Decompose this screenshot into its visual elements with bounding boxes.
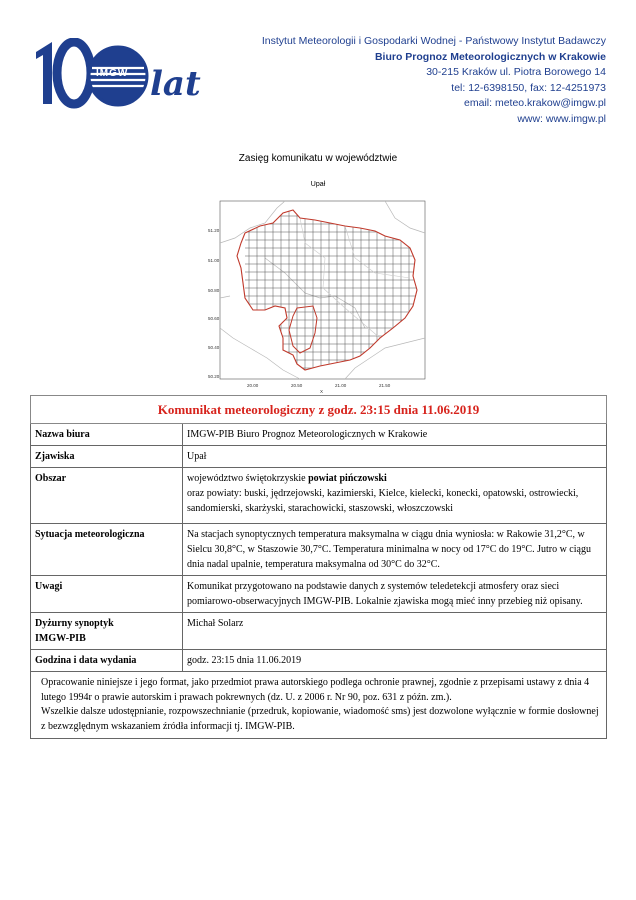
bureau-name: Biuro Prognoz Meteorologicznych w Krakowie (374, 50, 606, 63)
office-label: Nazwa biura (31, 424, 183, 446)
map-heading: Zasięg komunikatu w województwie (238, 153, 398, 164)
issued-value: godz. 23:15 dnia 11.06.2019 (183, 650, 607, 672)
address: 30-215 Kraków ul. Piotra Borowego 14 (426, 66, 606, 78)
x-tick: 20.00 (247, 383, 259, 388)
y-tick: 50.40 (208, 345, 220, 350)
website[interactable]: www: www.imgw.pl (517, 112, 606, 125)
x-axis-label: X (320, 389, 324, 394)
forecaster-value: Michał Solarz (183, 613, 607, 650)
area-main-county: powiat pińczowski (308, 473, 387, 484)
table-row (31, 424, 607, 446)
table-row (31, 650, 607, 672)
remarks-value: Komunikat przygotowano na podstawie danych z systemów teledetekcji atmosfery oraz sieci pomiarowo-obserwacyjnych IMGW-PIB. Lokalnie zjawiska mogą mieć inny przebieg niż opisany. (183, 576, 607, 613)
area-label: Obszar (31, 468, 183, 524)
area-prefix: województwo świętokrzyskie (187, 473, 309, 484)
table-row (31, 446, 607, 468)
y-tick: 50.80 (208, 288, 220, 293)
x-tick: 21.50 (379, 383, 391, 388)
x-tick: 21.00 (335, 383, 347, 388)
area-other-counties: oraz powiaty: buski, jędrzejowski, kazimierski, Kielce, kielecki, konecki, opatowski, ostrowiecki, sandomierski, skarżyski, starachowicki, staszowski, włoszczowski (187, 488, 579, 514)
table-row (31, 613, 607, 650)
area-value (183, 468, 607, 524)
table-row (31, 468, 607, 524)
phone-fax: tel: 12-6398150, fax: 12-4251973 (451, 81, 606, 94)
imgw-100-years-logo (30, 38, 201, 110)
remarks-label: Uwagi (31, 576, 183, 613)
phenomenon-value: Upał (183, 446, 607, 468)
table-row (31, 576, 607, 613)
y-tick: 51.00 (208, 258, 220, 263)
bulletin-title: Komunikat meteorologiczny z godz. 23:15 dnia 11.06.2019 (31, 396, 607, 424)
copyright-paragraph-2: Wszelkie dalsze udostępnianie, rozpowszechnianie (przedruk, kopiowanie, wiadomość sms) jest dozwolone wyłącznie w formie dosłownej z bezwzględnym wskazaniem źródła informacji tj. IMGW-PIB. (41, 706, 599, 732)
x-tick: 20.50 (291, 383, 303, 388)
institute-name: Instytut Meteorologii i Gospodarki Wodnej - Państwowy Instytut Badawczy (261, 35, 606, 47)
forecaster-label (31, 613, 183, 650)
situation-value: Na stacjach synoptycznych temperatura maksymalna w ciągu dnia wyniosła: w Rakowie 31,2°C, w Sielcu 30,8°C, w Staszowie 30,7°C. Temperatura minimalna w nocy od 17°C do 19°C. Jutro w ciągu dnia nadal upalnie, temperatura maksymalna od 30°C do 32°C. (183, 524, 607, 576)
situation-label: Sytuacja meteorologiczna (31, 524, 183, 576)
warning-area-map (205, 198, 435, 394)
copyright-note (31, 672, 607, 739)
forecaster-label-line2: IMGW-PIB (35, 633, 86, 644)
y-tick: 50.60 (208, 316, 220, 321)
bulletin-title-row (31, 396, 607, 424)
phenomenon-label: Zjawiska (31, 446, 183, 468)
office-value: IMGW-PIB Biuro Prognoz Meteorologicznych w Krakowie (183, 424, 607, 446)
email[interactable]: email: meteo.krakow@imgw.pl (464, 97, 606, 109)
table-row (31, 524, 607, 576)
logo-lat-text: lat (150, 64, 201, 104)
issued-label: Godzina i data wydania (31, 650, 183, 672)
bulletin-table (30, 395, 607, 739)
map-title: Upał (310, 181, 326, 188)
y-tick: 50.20 (208, 374, 220, 379)
forecaster-label-line1: Dyżurny synoptyk (35, 618, 114, 629)
y-tick: 51.20 (208, 228, 220, 233)
copyright-paragraph-1: Opracowanie niniejsze i jego format, jako przedmiot prawa autorskiego podlega ochronie prawnej, zgodnie z przepisami ustawy z dnia 4 lutego 1994r o prawie autorskim i prawach pokrewnych (dz. U. z 2006 r. Nr 90, poz. 631 z późn. zm.). (41, 677, 590, 703)
footer-row (31, 672, 607, 739)
logo-mark-text: IMGW (96, 68, 129, 79)
institute-contact-block (262, 34, 606, 127)
